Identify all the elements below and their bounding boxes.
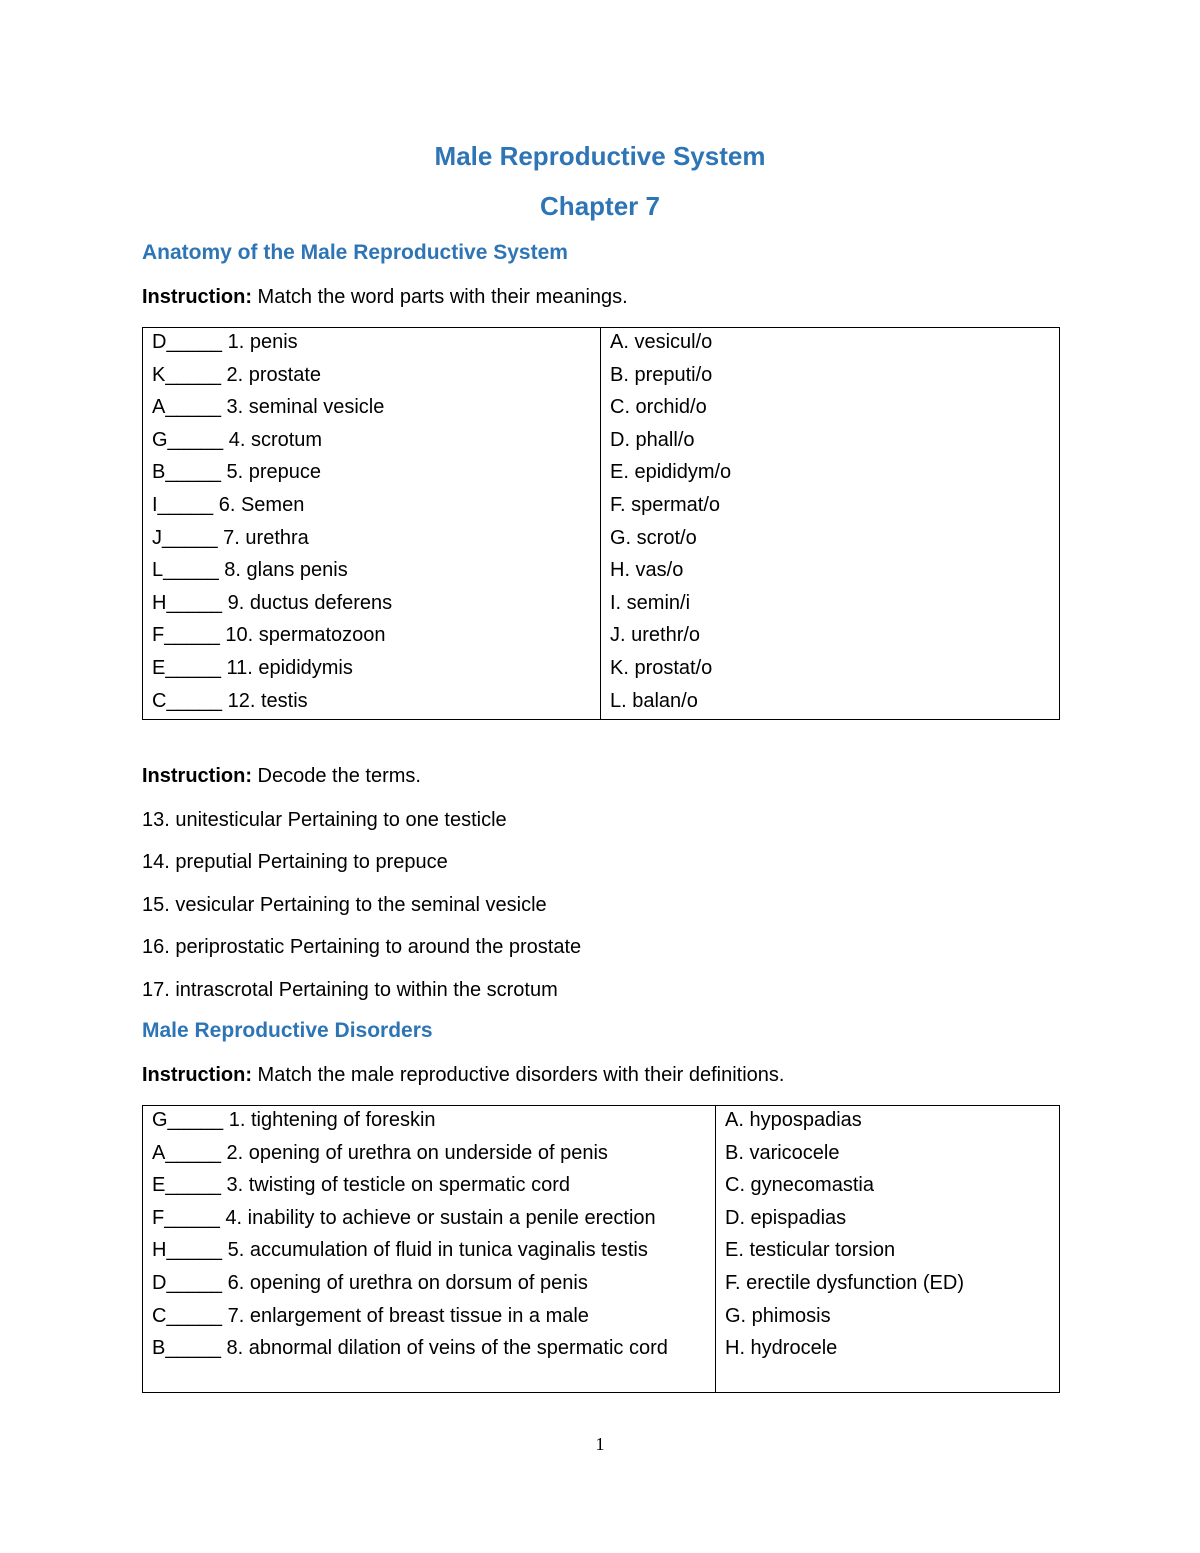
disorder-name: C. gynecomastia (725, 1174, 874, 1197)
decode-item: 16. periprostatic Pertaining to around the prostate (142, 936, 582, 959)
instruction-text: Decode the terms. (252, 765, 421, 787)
decode-item: 14. preputial Pertaining to prepuce (142, 851, 448, 874)
anatomy-term: G_____ 4. scrotum (152, 428, 323, 451)
anatomy-matching-table (142, 327, 1060, 720)
word-part: D. phall/o (610, 428, 695, 451)
disorder-definition: F_____ 4. inability to achieve or sustain a penile erection (152, 1206, 656, 1229)
instruction-label: Instruction: (142, 286, 252, 308)
word-part: F. spermat/o (610, 493, 721, 516)
anatomy-term: F_____ 10. spermatozoon (152, 624, 386, 647)
anatomy-terms-column (143, 328, 601, 720)
disorder-definition: H_____ 5. accumulation of fluid in tunica vaginalis testis (152, 1239, 648, 1262)
disorders-matching-table (142, 1105, 1060, 1393)
decode-item: 13. unitesticular Pertaining to one testicle (142, 809, 507, 831)
disorder-name: F. erectile dysfunction (ED) (725, 1271, 964, 1294)
decode-item: 15. vesicular Pertaining to the seminal vesicle (142, 893, 547, 916)
disorder-name: G. phimosis (725, 1304, 831, 1327)
word-parts-column (601, 328, 1060, 720)
word-part: E. epididym/o (610, 461, 732, 484)
chapter-title: Chapter 7 (540, 191, 660, 221)
word-part: H. vas/o (610, 559, 684, 582)
instruction-anatomy (142, 286, 628, 309)
disorder-definition: G_____ 1. tightening of foreskin (152, 1109, 436, 1131)
anatomy-term: A_____ 3. seminal vesicle (152, 396, 385, 419)
instruction-text: Match the word parts with their meanings. (252, 286, 628, 308)
anatomy-term: E_____ 11. epididymis (152, 656, 353, 679)
anatomy-term: C_____ 12. testis (152, 689, 308, 712)
disorder-name: B. varicocele (725, 1141, 840, 1164)
anatomy-term: J_____ 7. urethra (152, 526, 309, 549)
decode-item: 17. intrascrotal Pertaining to within the scrotum (142, 978, 558, 1001)
word-part: J. urethr/o (610, 624, 701, 647)
anatomy-term: I_____ 6. Semen (152, 493, 305, 516)
word-part: G. scrot/o (610, 526, 697, 549)
decode-list (142, 806, 581, 1018)
disorder-name: H. hydrocele (725, 1337, 838, 1360)
disorder-definition: C_____ 7. enlargement of breast tissue in a male (152, 1304, 589, 1327)
anatomy-term: L_____ 8. glans penis (152, 559, 348, 582)
disorder-definition: D_____ 6. opening of urethra on dorsum of penis (152, 1271, 588, 1294)
definitions-column (143, 1106, 716, 1393)
word-part: B. preputi/o (610, 363, 713, 386)
word-part: L. balan/o (610, 689, 698, 712)
disorder-name: A. hypospadias (725, 1109, 862, 1131)
instruction-disorders (142, 1064, 784, 1087)
document-title: Male Reproductive System (434, 141, 766, 171)
anatomy-term: H_____ 9. ductus deferens (152, 591, 393, 614)
section-heading-anatomy: Anatomy of the Male Reproductive System (142, 241, 568, 264)
disorder-definition: B_____ 8. abnormal dilation of veins of the spermatic cord (152, 1337, 668, 1360)
instruction-label: Instruction: (142, 765, 252, 787)
instruction-text: Match the male reproductive disorders with their definitions. (252, 1064, 785, 1086)
disorder-name: D. epispadias (725, 1206, 847, 1229)
instruction-decode (142, 765, 421, 788)
anatomy-term: B_____ 5. prepuce (152, 461, 322, 484)
anatomy-term: K_____ 2. prostate (152, 363, 322, 386)
disorders-column (716, 1106, 1060, 1393)
word-part: K. prostat/o (610, 656, 713, 679)
section-heading-disorders: Male Reproductive Disorders (142, 1019, 433, 1042)
disorder-definition: E_____ 3. twisting of testicle on spermatic cord (152, 1174, 570, 1197)
disorder-name: E. testicular torsion (725, 1239, 896, 1262)
word-part: A. vesicul/o (610, 331, 713, 353)
word-part: C. orchid/o (610, 396, 707, 419)
page-number: 1 (595, 1434, 605, 1454)
instruction-label: Instruction: (142, 1064, 252, 1086)
disorder-definition: A_____ 2. opening of urethra on underside of penis (152, 1141, 608, 1164)
anatomy-term: D_____ 1. penis (152, 331, 298, 353)
word-part: I. semin/i (610, 591, 691, 614)
